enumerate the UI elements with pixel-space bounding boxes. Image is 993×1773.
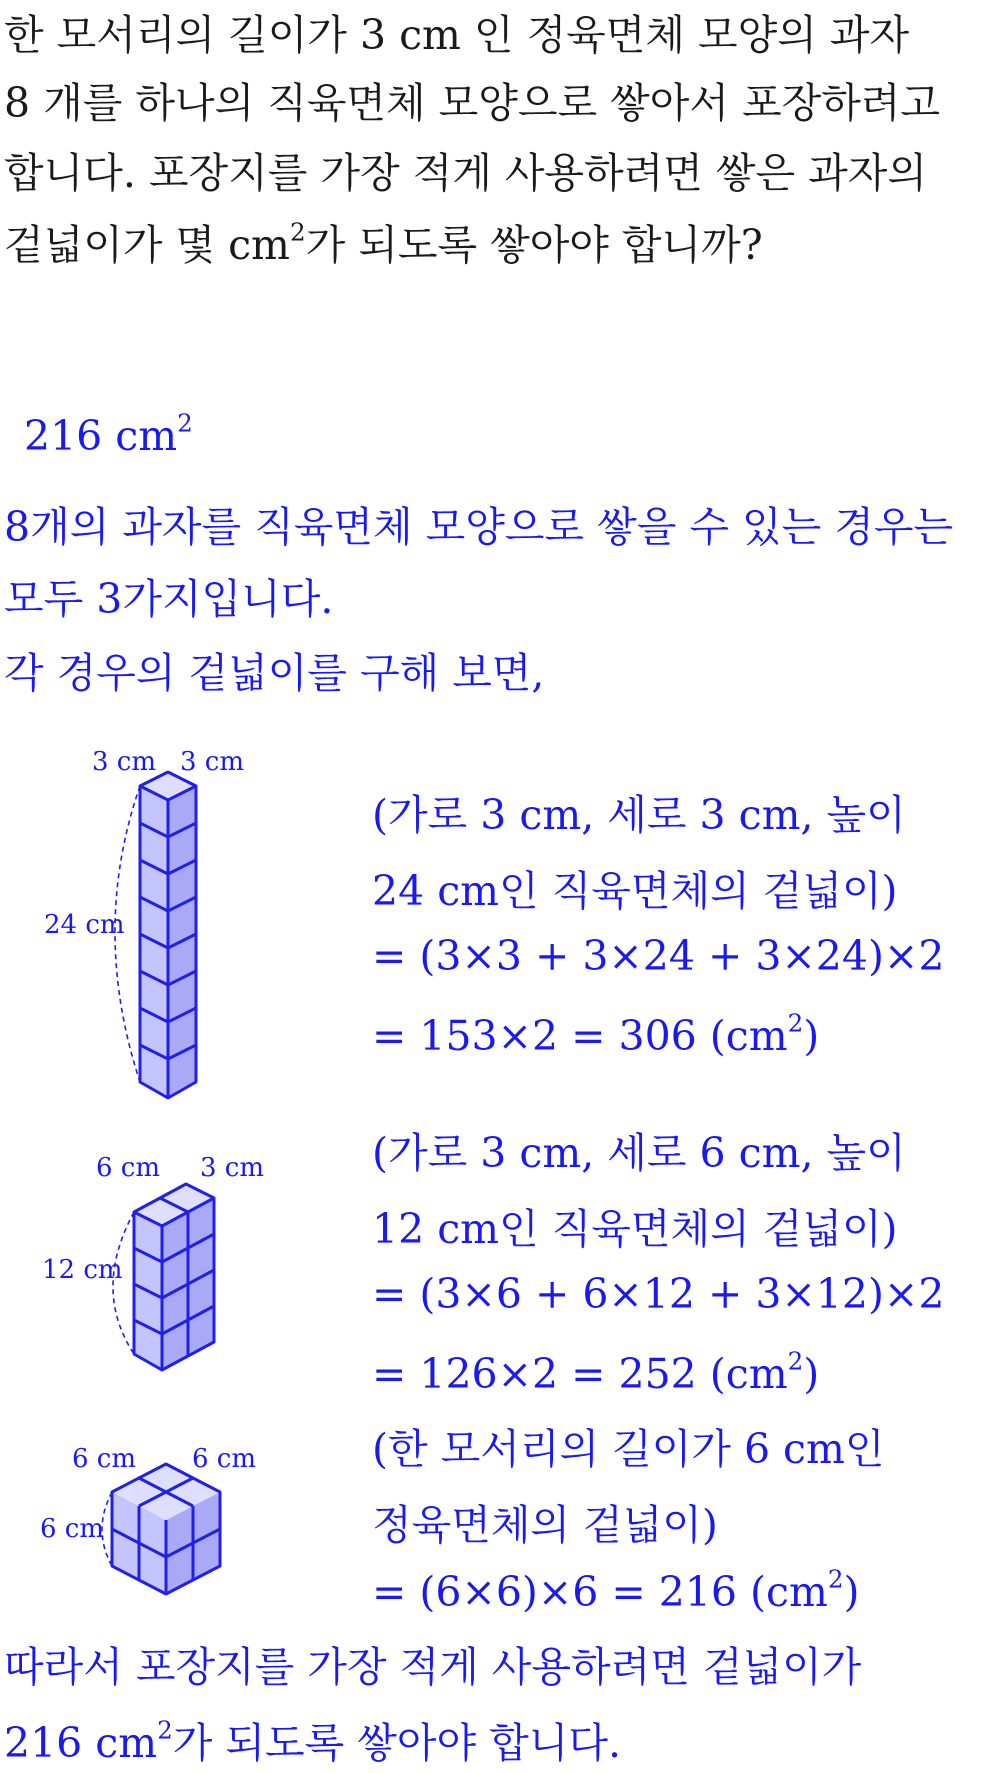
conclusion-line-2-after: 가 되도록 쌓아야 합니다. bbox=[172, 1719, 621, 1767]
case2-result-superscript: 2 bbox=[787, 1346, 804, 1376]
case3-label-top-right: 6 cm bbox=[192, 1444, 257, 1474]
question-line-4-before: 겉넓이가 몇 cm bbox=[4, 221, 290, 269]
case3-label-top-left: 6 cm bbox=[72, 1444, 137, 1474]
case2-result: = 126×2 = 252 (cm bbox=[372, 1350, 788, 1398]
case2-line-1: (가로 3 cm, 세로 6 cm, 높이 bbox=[372, 1129, 906, 1177]
case2-label-top-right: 3 cm bbox=[200, 1153, 265, 1183]
conclusion-value: 216 cm bbox=[4, 1719, 158, 1767]
case3-result-superscript: 2 bbox=[827, 1564, 844, 1594]
case2-label-side: 12 cm bbox=[42, 1255, 123, 1285]
case1-label-top-right: 3 cm bbox=[180, 747, 245, 777]
answer-value-superscript: 2 bbox=[177, 408, 193, 438]
case2-line-3: = (3×6 + 6×12 + 3×12)×2 bbox=[372, 1270, 945, 1318]
conclusion-line-1: 따라서 포장지를 가장 적게 사용하려면 겉넓이가 bbox=[4, 1643, 862, 1691]
case2-line-2: 12 cm인 직육면체의 겉넓이) bbox=[372, 1205, 898, 1253]
case3-result: = (6×6)×6 = 216 (cm bbox=[372, 1568, 828, 1616]
case1-label-top-left: 3 cm bbox=[92, 747, 157, 777]
question-line-1: 한 모서리의 길이가 3 cm 인 정육면체 모양의 과자 bbox=[4, 11, 910, 59]
case1-label-side: 24 cm bbox=[44, 910, 125, 940]
question-line-4-after: 가 되도록 쌓아야 합니까? bbox=[305, 221, 763, 269]
case1-result-superscript: 2 bbox=[787, 1008, 804, 1038]
question-superscript: 2 bbox=[289, 217, 306, 247]
answer-intro-3: 각 경우의 겉넓이를 구해 보면, bbox=[4, 649, 545, 697]
answer-intro-2: 모두 3가지입니다. bbox=[4, 575, 334, 623]
answer-intro-1: 8개의 과자를 직육면체 모양으로 쌓을 수 있는 경우는 bbox=[4, 503, 954, 551]
case2-label-top-left: 6 cm bbox=[96, 1153, 161, 1183]
conclusion-line-2 bbox=[4, 1710, 621, 1769]
question-line-3: 합니다. 포장지를 가장 적게 사용하려면 쌓은 과자의 bbox=[4, 149, 927, 197]
case3-line-2: 정육면체의 겉넓이) bbox=[372, 1501, 718, 1549]
case1-line-3: = (3×3 + 3×24 + 3×24)×2 bbox=[372, 932, 945, 980]
question-line-2: 8 개를 하나의 직육면체 모양으로 쌓아서 포장하려고 bbox=[4, 79, 941, 127]
case1-result-end: ) bbox=[803, 1012, 820, 1060]
case3-line-1: (한 모서리의 길이가 6 cm인 bbox=[372, 1425, 885, 1473]
case3-line-3 bbox=[372, 1564, 860, 1616]
case1-line-1: (가로 3 cm, 세로 3 cm, 높이 bbox=[372, 791, 906, 839]
case1-line-2: 24 cm인 직육면체의 겉넓이) bbox=[372, 867, 898, 915]
case3-result-end: ) bbox=[843, 1568, 860, 1616]
case2-result-end: ) bbox=[803, 1350, 820, 1398]
answer-value-text: 216 cm bbox=[24, 412, 178, 460]
case3-label-side: 6 cm bbox=[40, 1514, 105, 1544]
case1-result: = 153×2 = 306 (cm bbox=[372, 1012, 788, 1060]
conclusion-superscript: 2 bbox=[157, 1715, 173, 1745]
